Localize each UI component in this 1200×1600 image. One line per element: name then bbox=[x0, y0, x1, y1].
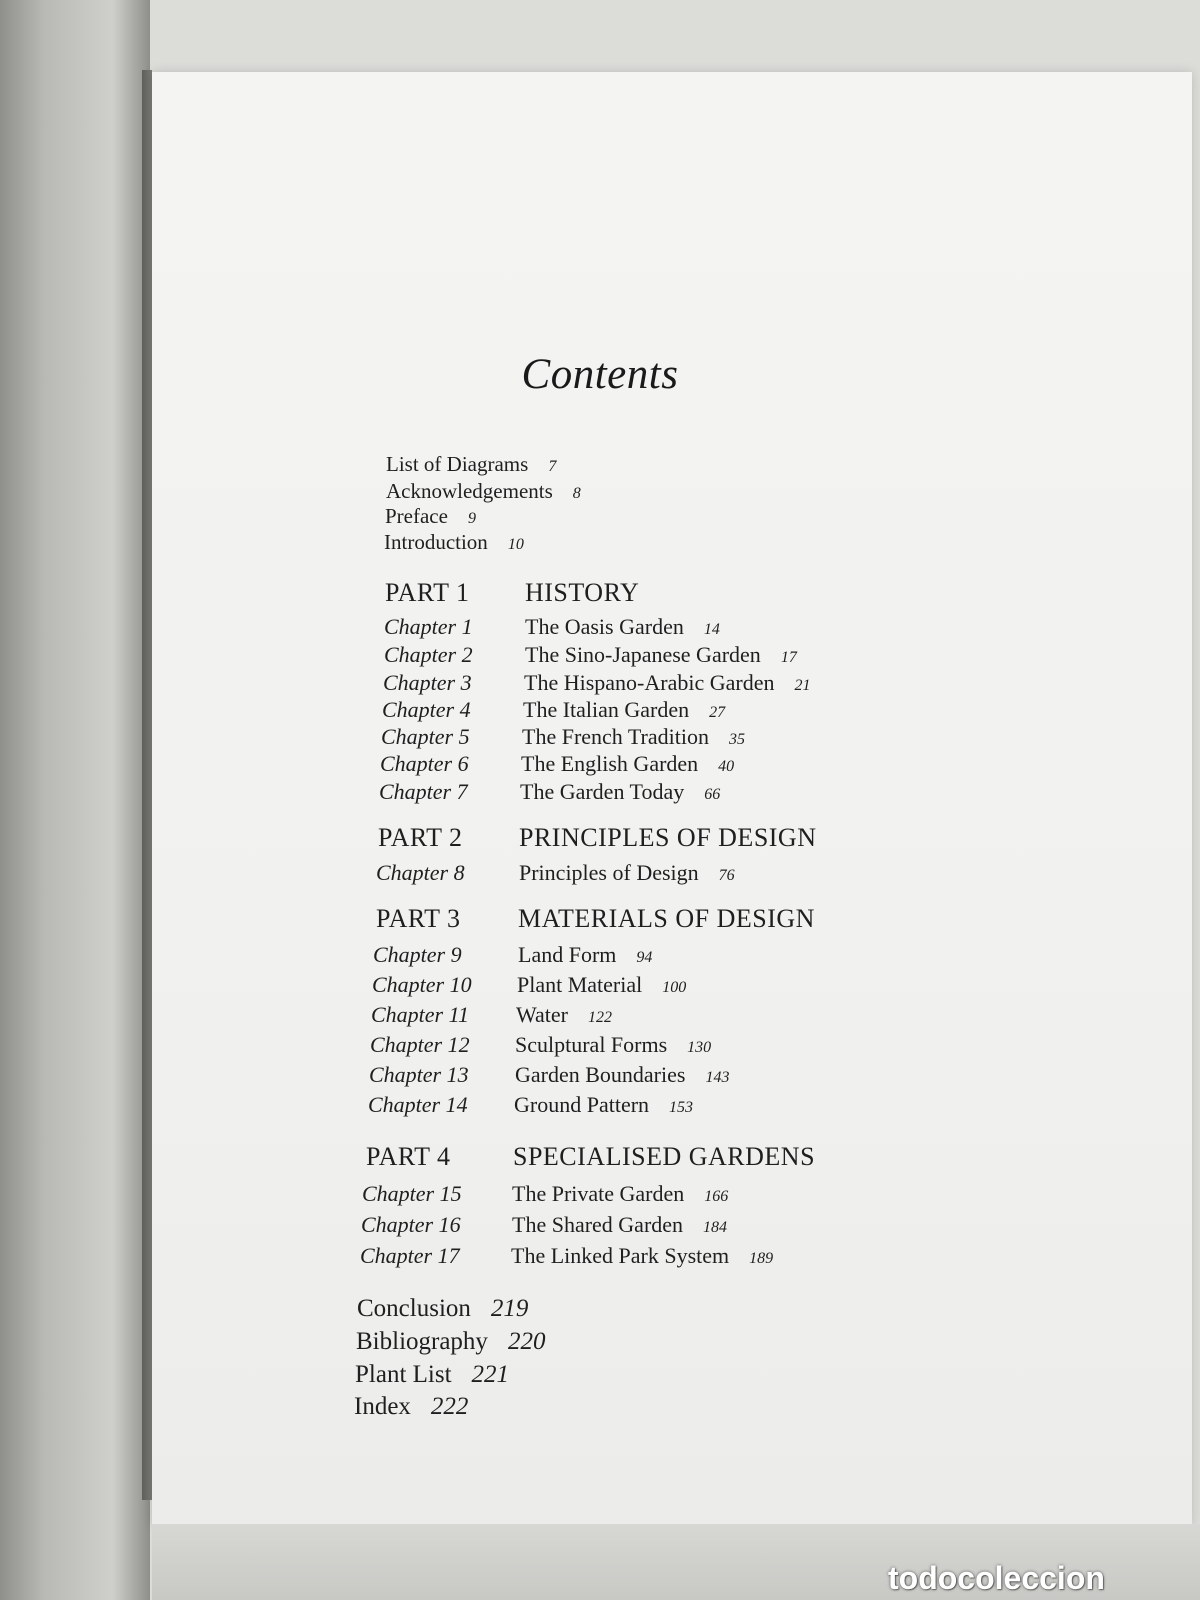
entry-page: 10 bbox=[507, 536, 524, 553]
chapter-label: Chapter 9 bbox=[373, 942, 462, 967]
chapter-page: 143 bbox=[705, 1069, 730, 1086]
chapter-label: Chapter 13 bbox=[369, 1062, 469, 1087]
entry-label: Introduction bbox=[384, 530, 488, 554]
part-label: PART 2 bbox=[378, 823, 463, 852]
chapter-entry bbox=[522, 724, 745, 750]
chapter-title: Sculptural Forms bbox=[515, 1032, 668, 1057]
entry-page: 8 bbox=[572, 485, 581, 502]
chapter-entry bbox=[525, 642, 797, 668]
chapter-label: Chapter 2 bbox=[384, 642, 473, 667]
entry-label: Conclusion bbox=[357, 1295, 471, 1322]
chapter-label: Chapter 8 bbox=[376, 860, 465, 885]
chapter-page: 130 bbox=[687, 1039, 712, 1056]
chapter-entry bbox=[521, 751, 734, 777]
chapter-entry bbox=[516, 1002, 612, 1028]
chapter-title: The Garden Today bbox=[520, 779, 685, 804]
part-label: PART 1 bbox=[385, 578, 470, 607]
chapter-page: 189 bbox=[749, 1250, 774, 1267]
toc-entry-back bbox=[354, 1393, 468, 1421]
part-title: PRINCIPLES OF DESIGN bbox=[519, 823, 817, 852]
toc-entry-front bbox=[386, 452, 556, 477]
chapter-label: Chapter 11 bbox=[371, 1002, 469, 1027]
chapter-title: The Italian Garden bbox=[523, 697, 690, 722]
chapter-title: The Private Garden bbox=[512, 1181, 685, 1206]
chapter-page: 122 bbox=[587, 1009, 612, 1026]
chapter-label: Chapter 12 bbox=[370, 1032, 470, 1057]
chapter-page: 153 bbox=[669, 1099, 694, 1116]
entry-label: Plant List bbox=[355, 1361, 452, 1388]
chapter-title: The Hispano-Arabic Garden bbox=[524, 670, 775, 695]
chapter-title: The Shared Garden bbox=[512, 1212, 684, 1237]
chapter-entry bbox=[511, 1243, 773, 1269]
entry-label: List of Diagrams bbox=[386, 452, 529, 476]
book-spine-edge bbox=[142, 70, 152, 1500]
chapter-title: The English Garden bbox=[521, 751, 699, 776]
chapter-title: Land Form bbox=[518, 942, 617, 967]
chapter-entry bbox=[517, 972, 686, 998]
entry-page: 221 bbox=[471, 1361, 510, 1388]
toc-entry-front bbox=[385, 504, 476, 529]
toc-entry-back bbox=[356, 1328, 545, 1356]
toc-entry-back bbox=[357, 1295, 528, 1323]
part-title: MATERIALS OF DESIGN bbox=[518, 904, 815, 933]
chapter-entry bbox=[524, 670, 810, 696]
chapter-page: 184 bbox=[703, 1219, 728, 1236]
chapter-title: Water bbox=[516, 1002, 568, 1027]
chapter-entry bbox=[515, 1032, 711, 1058]
chapter-label: Chapter 4 bbox=[382, 697, 471, 722]
entry-label: Bibliography bbox=[356, 1328, 488, 1355]
entry-page: 222 bbox=[430, 1393, 469, 1420]
site-watermark: todocoleccion bbox=[888, 1560, 1105, 1596]
toc-entry-front bbox=[386, 479, 581, 504]
chapter-entry bbox=[512, 1212, 727, 1238]
entry-label: Index bbox=[354, 1393, 411, 1420]
part-title: HISTORY bbox=[525, 578, 640, 607]
chapter-label: Chapter 5 bbox=[381, 724, 470, 749]
chapter-title: Plant Material bbox=[517, 972, 643, 997]
chapter-page: 166 bbox=[704, 1188, 729, 1205]
chapter-title: The Linked Park System bbox=[511, 1243, 730, 1268]
chapter-label: Chapter 16 bbox=[361, 1212, 461, 1237]
toc-entry-front bbox=[384, 530, 524, 555]
chapter-entry bbox=[514, 1092, 693, 1118]
entry-page: 220 bbox=[507, 1328, 546, 1355]
chapter-title: The Sino-Japanese Garden bbox=[525, 642, 761, 667]
chapter-label: Chapter 10 bbox=[372, 972, 472, 997]
chapter-label: Chapter 3 bbox=[383, 670, 472, 695]
chapter-title: The French Tradition bbox=[522, 724, 709, 749]
chapter-title: Principles of Design bbox=[519, 860, 699, 885]
chapter-label: Chapter 7 bbox=[379, 779, 468, 804]
chapter-label: Chapter 15 bbox=[362, 1181, 462, 1206]
chapter-entry bbox=[512, 1181, 728, 1207]
part-label: PART 4 bbox=[366, 1142, 451, 1171]
chapter-page: 21 bbox=[794, 677, 811, 694]
chapter-page: 27 bbox=[709, 704, 726, 721]
chapter-entry bbox=[515, 1062, 729, 1088]
chapter-title: The Oasis Garden bbox=[525, 614, 684, 639]
chapter-title: Garden Boundaries bbox=[515, 1062, 686, 1087]
entry-label: Preface bbox=[385, 504, 448, 528]
toc-entry-back bbox=[355, 1361, 509, 1389]
chapter-page: 14 bbox=[703, 621, 720, 638]
entry-page: 219 bbox=[490, 1295, 529, 1322]
chapter-title: Ground Pattern bbox=[514, 1092, 650, 1117]
chapter-entry bbox=[519, 860, 735, 886]
chapter-page: 40 bbox=[718, 758, 735, 775]
entry-label: Acknowledgements bbox=[386, 479, 553, 503]
chapter-entry bbox=[518, 942, 652, 968]
part-title: SPECIALISED GARDENS bbox=[513, 1142, 816, 1171]
entry-page: 7 bbox=[548, 458, 557, 475]
chapter-page: 100 bbox=[662, 979, 687, 996]
chapter-entry bbox=[525, 614, 720, 640]
chapter-label: Chapter 1 bbox=[384, 614, 473, 639]
chapter-label: Chapter 14 bbox=[368, 1092, 468, 1117]
chapter-entry bbox=[523, 697, 725, 723]
chapter-entry bbox=[520, 779, 720, 805]
chapter-page: 66 bbox=[704, 786, 721, 803]
chapter-page: 76 bbox=[718, 867, 735, 884]
page-title: Contents bbox=[521, 351, 679, 398]
chapter-page: 17 bbox=[780, 649, 797, 666]
chapter-label: Chapter 17 bbox=[360, 1243, 460, 1268]
chapter-page: 94 bbox=[636, 949, 653, 966]
chapter-page: 35 bbox=[729, 731, 745, 748]
entry-page: 9 bbox=[467, 510, 476, 527]
book-cover-left bbox=[0, 0, 150, 1600]
part-label: PART 3 bbox=[376, 904, 461, 933]
chapter-label: Chapter 6 bbox=[380, 751, 469, 776]
